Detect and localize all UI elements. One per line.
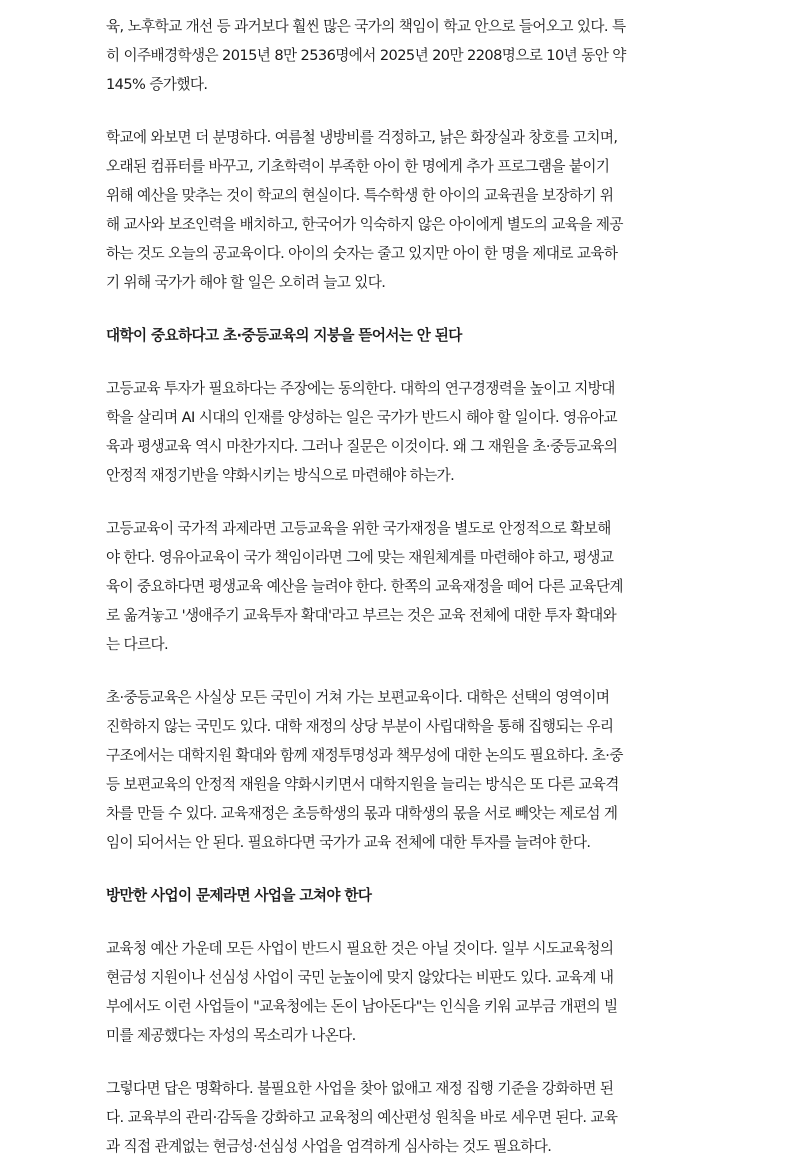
section-heading-2: 방만한 사업이 문제라면 사업을 고쳐야 한다 — [106, 887, 372, 904]
text-line: 고등교육 투자가 필요하다는 주장에는 동의한다. 대학의 연구경쟁력을 높이고 지방대 — [106, 380, 615, 397]
text-line: 145% 증가했다. — [106, 76, 208, 93]
paragraph-5 — [106, 683, 694, 857]
text-line: 차를 만들 수 있다. 교육재정은 초등학생의 몫과 대학생의 몫을 서로 빼앗는 제로섬 게 — [106, 805, 618, 822]
text-line: 학교에 와보면 더 분명하다. 여름철 냉방비를 걱정하고, 낡은 화장실과 창호를 고치며, — [106, 129, 618, 146]
text-line: 과 직접 관계없는 현금성·선심성 사업을 엄격하게 심사하는 것도 필요하다. — [106, 1138, 552, 1155]
text-line: 학을 살리며 AI 시대의 인재를 양성하는 일은 국가가 반드시 해야 할 일이다. 영유아교 — [106, 409, 618, 426]
text-line: 그렇다면 답은 명확하다. 불필요한 사업을 찾아 없애고 재정 집행 기준을 강화하면 된 — [106, 1080, 614, 1097]
text-line: 야 한다. 영유아교육이 국가 책임이라면 그에 맞는 재원체계를 마련해야 하고, 평생교 — [106, 549, 614, 566]
text-line: 기 위해 국가가 해야 할 일은 오히려 늘고 있다. — [106, 274, 386, 291]
text-line: 로 옮겨놓고 '생애주기 교육투자 확대'라고 부르는 것은 교육 전체에 대한 투자 확대와 — [106, 607, 617, 624]
text-line: 육, 노후학교 개선 등 과거보다 훨씬 많은 국가의 책임이 학교 안으로 들어오고 있다. 특 — [106, 18, 626, 35]
text-line: 오래된 컴퓨터를 바꾸고, 기초학력이 부족한 아이 한 명에게 추가 프로그램을 붙이기 — [106, 158, 610, 175]
paragraph-7 — [106, 1074, 694, 1161]
section-heading-1: 대학이 중요하다고 초·중등교육의 지붕을 뜯어서는 안 된다 — [106, 327, 462, 344]
text-line: 육이 중요하다면 평생교육 예산을 늘려야 한다. 한쪽의 교육재정을 떼어 다른 교육단계 — [106, 578, 623, 595]
text-line: 임이 되어서는 안 된다. 필요하다면 국가가 교육 전체에 대한 투자를 늘려야 한다. — [106, 834, 591, 851]
text-line: 해 교사와 보조인력을 배치하고, 한국어가 익숙하지 않은 아이에게 별도의 교육을 제공 — [106, 216, 623, 233]
text-line: 히 이주배경학생은 2015년 8만 2536명에서 2025년 20만 2208명으로 10년 동안 약 — [106, 47, 626, 64]
text-line: 등 보편교육의 안정적 재원을 약화시키면서 대학지원을 늘리는 방식은 또 다른 교육격 — [106, 776, 619, 793]
paragraph-6 — [106, 934, 694, 1050]
text-line: 는 다르다. — [106, 636, 169, 653]
text-line: 교육청 예산 가운데 모든 사업이 반드시 필요한 것은 아닐 것이다. 일부 시도교육청의 — [106, 940, 614, 957]
paragraph-4 — [106, 514, 694, 659]
text-line: 진학하지 않는 국민도 있다. 대학 재정의 상당 부분이 사립대학을 통해 집행되는 우리 — [106, 718, 614, 735]
text-line: 초·중등교육은 사실상 모든 국민이 거쳐 가는 보편교육이다. 대학은 선택의 영역이며 — [106, 689, 610, 706]
text-line: 안정적 재정기반을 약화시키는 방식으로 마련해야 하는가. — [106, 467, 455, 484]
text-line: 다. 교육부의 관리·감독을 강화하고 교육청의 예산편성 원칙을 바로 세우면 된다. 교육 — [106, 1109, 618, 1126]
text-line: 부에서도 이런 사업들이 "교육청에는 돈이 남아돈다"는 인식을 키워 교부금 개편의 빌 — [106, 998, 618, 1015]
article-body — [106, 12, 694, 1161]
paragraph-2 — [106, 123, 694, 297]
text-line: 고등교육이 국가적 과제라면 고등교육을 위한 국가재정을 별도로 안정적으로 확보해 — [106, 520, 611, 537]
text-line: 현금성 지원이나 선심성 사업이 국민 눈높이에 맞지 않았다는 비판도 있다. 교육계 내 — [106, 969, 614, 986]
paragraph-1 — [106, 12, 694, 99]
text-line: 구조에서는 대학지원 확대와 함께 재정투명성과 책무성에 대한 논의도 필요하다. 초·중 — [106, 747, 623, 764]
text-line: 미를 제공했다는 자성의 목소리가 나온다. — [106, 1027, 356, 1044]
paragraph-3 — [106, 374, 694, 490]
text-line: 하는 것도 오늘의 공교육이다. 아이의 숫자는 줄고 있지만 아이 한 명을 제대로 교육하 — [106, 245, 618, 262]
text-line: 위해 예산을 맞추는 것이 학교의 현실이다. 특수학생 한 아이의 교육권을 보장하기 위 — [106, 187, 614, 204]
text-line: 육과 평생교육 역시 마찬가지다. 그러나 질문은 이것이다. 왜 그 재원을 초·중등교육의 — [106, 438, 618, 455]
